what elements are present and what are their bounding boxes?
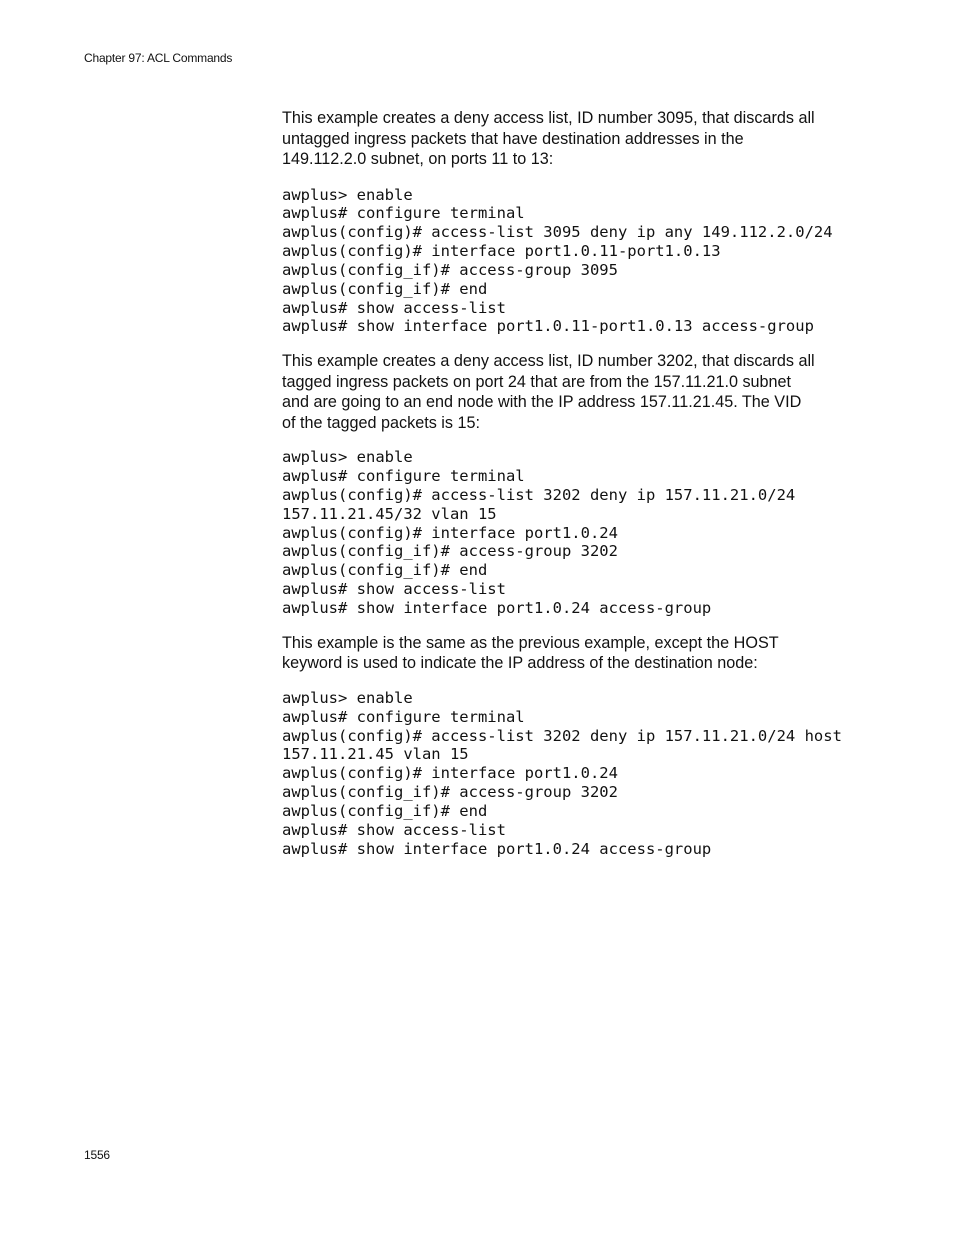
- code-example-2: awplus> enable awplus# configure terminal awplus(config)# access-list 3202 deny ip 157.11.21.0/24 157.11.21.45/32 vlan 15 awplus(config)# interface port1.0.24 awplus(config_if)# access-group 3202 awplus(config_if)# end awplus# show access-list awplus# show interface port1.0.24 access-group: [282, 448, 796, 617]
- code-example-1: awplus> enable awplus# configure terminal awplus(config)# access-list 3095 deny ip any 149.112.2.0/24 awplus(config)# interface port1.0.11-port1.0.13 awplus(config_if)# access-group 3095 awplus(config_if)# end awplus# show access-list awplus# show interface port1.0.11-port1.0.13 access-group: [282, 185, 833, 336]
- page-content: [282, 108, 882, 858]
- page-number: 1556: [84, 1148, 110, 1162]
- code-example-3: awplus> enable awplus# configure terminal awplus(config)# access-list 3202 deny ip 157.11.21.0/24 host 157.11.21.45 vlan 15 awplus(config)# interface port1.0.24 awplus(config_if)# access-group 3202 awplus(config_if)# end awplus# show access-list awplus# show interface port1.0.24 access-group: [282, 688, 842, 858]
- example-description-1: This example creates a deny access list, ID number 3095, that discards all untagged ingress packets that have destination addresses in the 149.112.2.0 subnet, on ports 11 to 13:: [282, 109, 815, 168]
- example-description-3: This example is the same as the previous example, except the HOST keyword is used to indicate the IP address of the destination node:: [282, 633, 779, 673]
- running-header: Chapter 97: ACL Commands: [84, 51, 233, 65]
- example-description-2: This example creates a deny access list, ID number 3202, that discards all tagged ingress packets on port 24 that are from the 157.11.21.0 subnet and are going to an end node with the IP address 157.11.21.45. The VID of the tagged packets is 15:: [282, 352, 815, 432]
